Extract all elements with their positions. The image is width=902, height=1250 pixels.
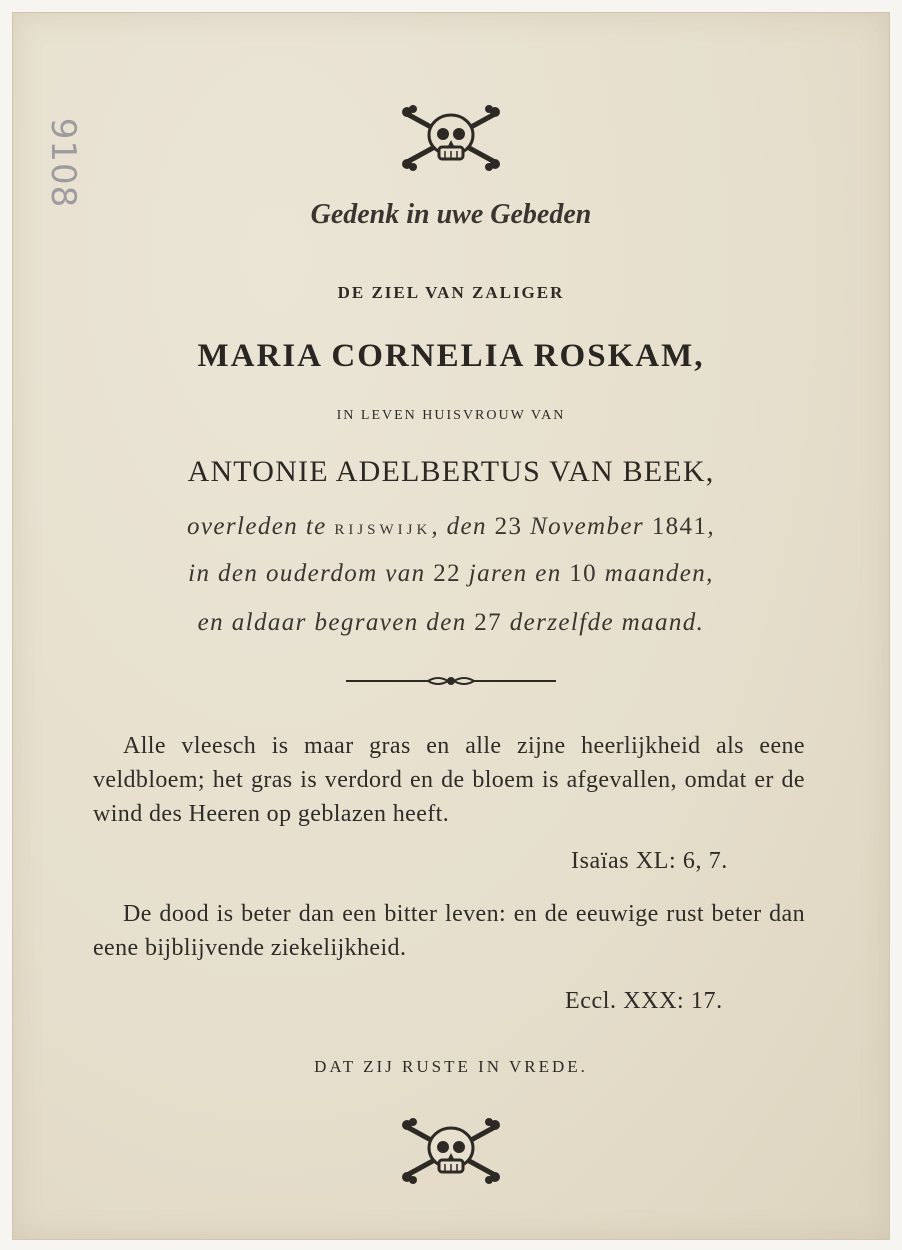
- relation-text: IN LEVEN HUISVROUW VAN: [336, 408, 566, 423]
- death-suffix: ,: [707, 513, 715, 540]
- age-years: 22: [433, 560, 462, 587]
- death-year: 1841: [651, 513, 708, 540]
- deceased-name: MARIA CORNELIA ROSKAM,: [197, 338, 705, 374]
- death-month: November: [530, 513, 645, 540]
- verse-ecclesiasticus-reference: Eccl. XXX: 17.: [565, 988, 723, 1014]
- age-months: 10: [569, 560, 598, 587]
- death-den: , den: [431, 513, 487, 540]
- card-header: Gedenk in uwe Gebeden: [310, 199, 592, 230]
- age-years-word: jaren en: [468, 560, 562, 587]
- death-line: [13, 513, 889, 541]
- verse-isaias: Alle vleesch is maar gras en alle zijne heerlijkheid als eene veldbloem; het gras is verdord en de bloem is afgevallen, omdat er de wind des Heeren op geblazen heeft.: [93, 733, 805, 827]
- ornament-divider-icon: [13, 673, 889, 689]
- death-place: RIJSWIJK: [334, 522, 432, 538]
- skull-crossbones-icon-top: [13, 105, 889, 171]
- age-prefix: in den ouderdom van: [188, 560, 426, 587]
- burial-suffix: derzelfde maand.: [509, 609, 705, 636]
- verse-ecclesiasticus: De dood is beter dan een bitter leven: en de eeuwige rust beter dan eene bijblijvende ziekelijkheid.: [93, 901, 805, 961]
- death-day: 23: [494, 513, 523, 540]
- age-months-word: maanden,: [604, 560, 714, 587]
- card-subheader: DE ZIEL VAN ZALIGER: [337, 283, 565, 302]
- pencil-inventory-mark: 9108: [43, 117, 83, 209]
- burial-line: [13, 609, 889, 637]
- verse-isaias-reference: Isaïas XL: 6, 7.: [571, 848, 728, 874]
- closing-prayer: DAT ZIJ RUSTE IN VREDE.: [314, 1057, 588, 1076]
- age-line: [13, 560, 889, 588]
- death-prefix: overleden te: [187, 513, 327, 540]
- memorial-card: [12, 12, 890, 1240]
- skull-crossbones-icon-bottom: [13, 1118, 889, 1184]
- burial-prefix: en aldaar begraven den: [197, 609, 467, 636]
- spouse-name: ANTONIE ADELBERTUS VAN BEEK,: [187, 455, 715, 488]
- burial-day: 27: [474, 609, 503, 636]
